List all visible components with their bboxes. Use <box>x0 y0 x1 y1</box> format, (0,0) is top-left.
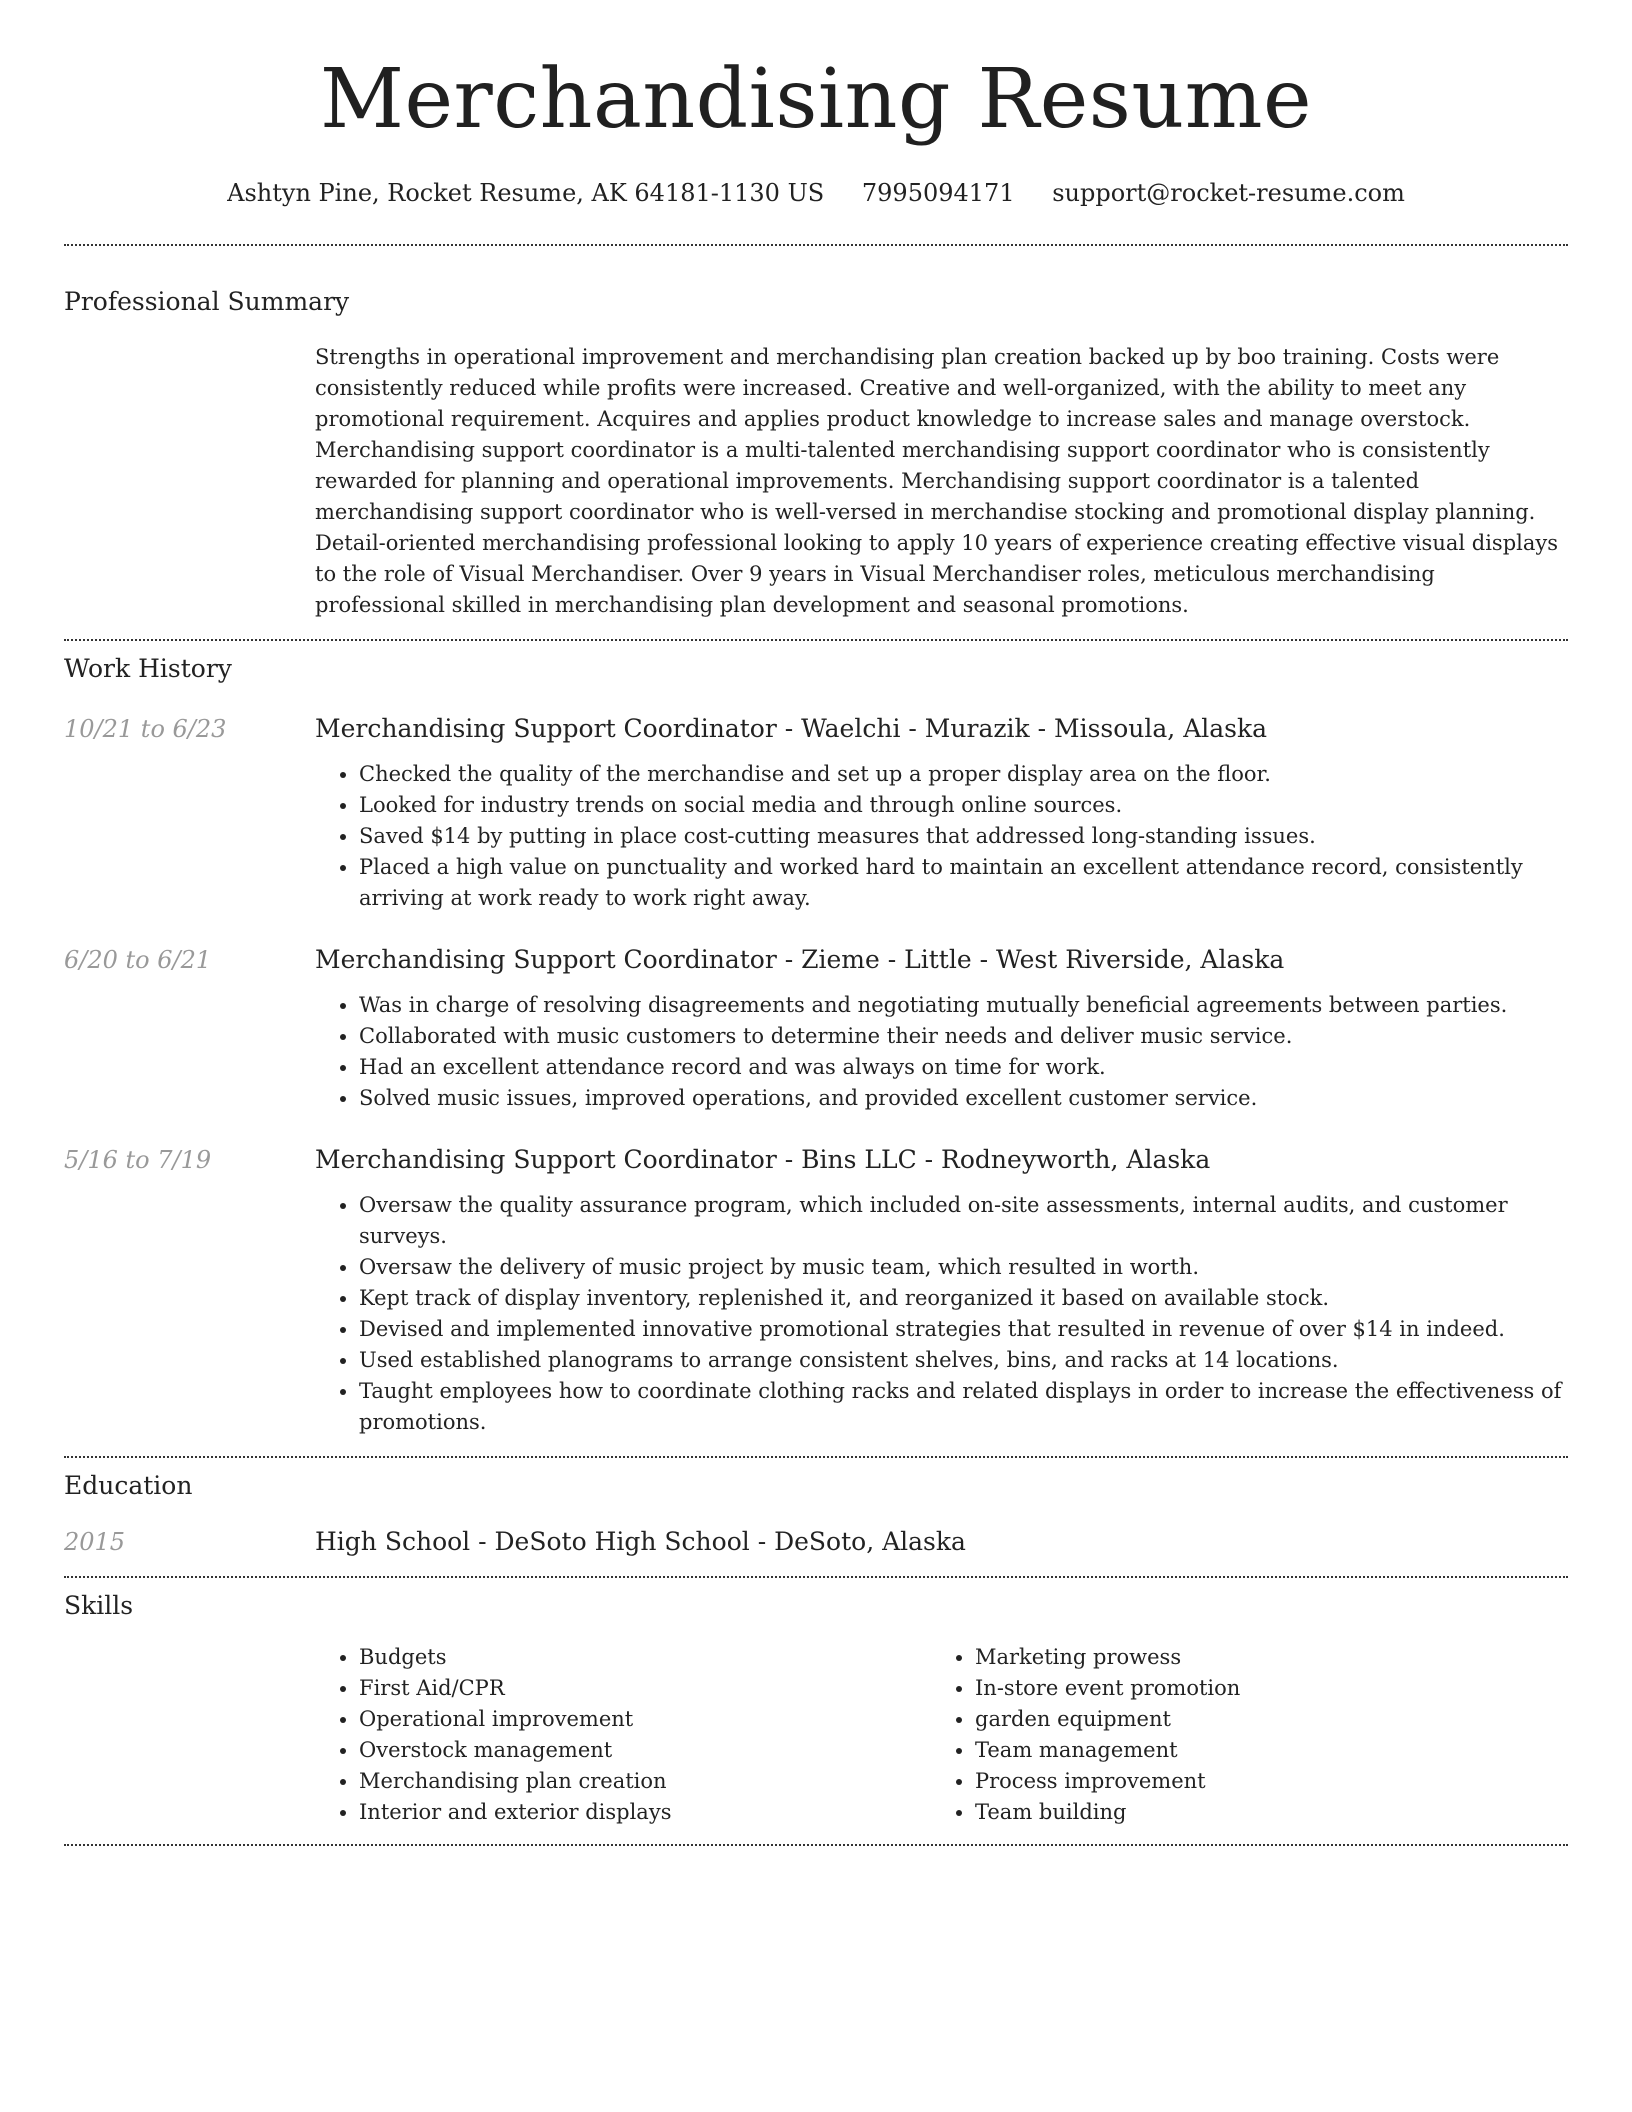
job-bullet: • Taught employees how to coordinate clothing racks and related displays in order to increase the effectiveness of promotions. <box>359 1376 1568 1438</box>
job-bullet: • Looked for industry trends on social media and through online sources. <box>359 790 1568 821</box>
skill-item: • garden equipment <box>975 1704 1547 1735</box>
summary-section <box>64 246 1568 639</box>
skill-item: • Budgets <box>359 1642 931 1673</box>
contact-line <box>64 178 1568 208</box>
skill-item: • First Aid/CPR <box>359 1673 931 1704</box>
skill-item: • Team management <box>975 1735 1547 1766</box>
work-history-heading: Work History <box>64 654 232 683</box>
skill-item: • Process improvement <box>975 1766 1547 1797</box>
job-dates: 5/16 to 7/19 <box>64 1146 212 1174</box>
job-bullet: • Saved $14 by putting in place cost-cutting measures that addressed long-standing issues. <box>359 821 1568 852</box>
job-bullet: • Kept track of display inventory, replenished it, and reorganized it based on available stock. <box>359 1283 1568 1314</box>
divider <box>64 1844 1568 1846</box>
education-year: 2015 <box>64 1528 126 1556</box>
skill-item: • Overstock management <box>359 1735 931 1766</box>
job-bullet: • Used established planograms to arrange consistent shelves, bins, and racks at 14 locations. <box>359 1345 1568 1376</box>
skill-item: • In-store event promotion <box>975 1673 1547 1704</box>
job-bullet: • Oversaw the delivery of music project by music team, which resulted in worth. <box>359 1252 1568 1283</box>
skills-list-right <box>931 1642 1547 1828</box>
skill-item: • Operational improvement <box>359 1704 931 1735</box>
job-bullet: • Placed a high value on punctuality and worked hard to maintain an excellent attendance record, consistently arriving at work ready to work right away. <box>359 852 1568 914</box>
skills-list-left <box>315 1642 931 1828</box>
job-bullet: • Devised and implemented innovative promotional strategies that resulted in revenue of over $14 in indeed. <box>359 1314 1568 1345</box>
job-dates: 10/21 to 6/23 <box>64 715 227 743</box>
job-title: Merchandising Support Coordinator - Zieme - Little - West Riverside, Alaska <box>315 945 1285 974</box>
job-bullet: • Had an excellent attendance record and was always on time for work. <box>359 1052 1568 1083</box>
skills-columns <box>315 1642 1568 1844</box>
contact-phone: 7995094171 <box>861 179 1015 207</box>
job-body <box>315 713 1568 914</box>
education-section <box>64 1458 1568 1576</box>
education-detail: High School - DeSoto High School - DeSoto, Alaska <box>315 1527 966 1556</box>
resume-header <box>64 0 1568 208</box>
skill-item: • Merchandising plan creation <box>359 1766 931 1797</box>
skill-item: • Interior and exterior displays <box>359 1797 931 1828</box>
job-bullet: • Oversaw the quality assurance program, which included on-site assessments, internal audits, and customer surveys. <box>359 1190 1568 1252</box>
job-body <box>315 1144 1568 1438</box>
skills-heading: Skills <box>64 1591 134 1620</box>
job-bullet: • Checked the quality of the merchandise and set up a proper display area on the floor. <box>359 759 1568 790</box>
job-bullets <box>315 990 1568 1114</box>
skill-item: • Team building <box>975 1797 1547 1828</box>
job-entry <box>64 713 1568 914</box>
skills-section <box>64 1578 1568 1844</box>
job-entry <box>64 1144 1568 1438</box>
summary-heading: Professional Summary <box>64 287 350 316</box>
job-bullet: • Solved music issues, improved operations, and provided excellent customer service. <box>359 1083 1568 1114</box>
job-entry <box>64 944 1568 1114</box>
contact-email: support@rocket-resume.com <box>1052 179 1405 207</box>
job-title: Merchandising Support Coordinator - Waelchi - Murazik - Missoula, Alaska <box>315 714 1268 743</box>
job-title: Merchandising Support Coordinator - Bins LLC - Rodneyworth, Alaska <box>315 1145 1211 1174</box>
summary-text: Strengths in operational improvement and merchandising plan creation backed up by boo training. Costs were consistently reduced while profits were increased. Creative and well-organized, with the ability to meet any promotional requirement. Acquires and applies product knowledge to increase sales and manage overstock. Merchandising support coordinator is a multi-talented merchandising support coordinator who is consistently rewarded for planning and operational improvements. Merchandising support coordinator is a talented merchandising support coordinator who is well-versed in merchandise stocking and promotional display planning. Detail-oriented merchandising professional looking to apply 10 years of experience creating effective visual displays to the role of Visual Merchandiser. Over 9 years in Visual Merchandiser roles, meticulous merchandising professional skilled in merchandising plan development and seasonal promotions. <box>315 345 1559 617</box>
job-body <box>315 944 1568 1114</box>
education-heading: Education <box>64 1471 193 1500</box>
work-history-section <box>64 641 1568 1456</box>
job-bullets <box>315 1190 1568 1438</box>
job-bullet: • Was in charge of resolving disagreements and negotiating mutually beneficial agreements between parties. <box>359 990 1568 1021</box>
education-entry <box>64 1526 1568 1576</box>
contact-address: Ashtyn Pine, Rocket Resume, AK 64181-1130 US <box>227 179 825 207</box>
spacer <box>64 1438 1568 1456</box>
job-bullet: • Collaborated with music customers to determine their needs and deliver music service. <box>359 1021 1568 1052</box>
skill-item: • Marketing prowess <box>975 1642 1547 1673</box>
resume-title: Merchandising Resume <box>320 52 1312 147</box>
job-bullets <box>315 759 1568 914</box>
job-dates: 6/20 to 6/21 <box>64 946 212 974</box>
